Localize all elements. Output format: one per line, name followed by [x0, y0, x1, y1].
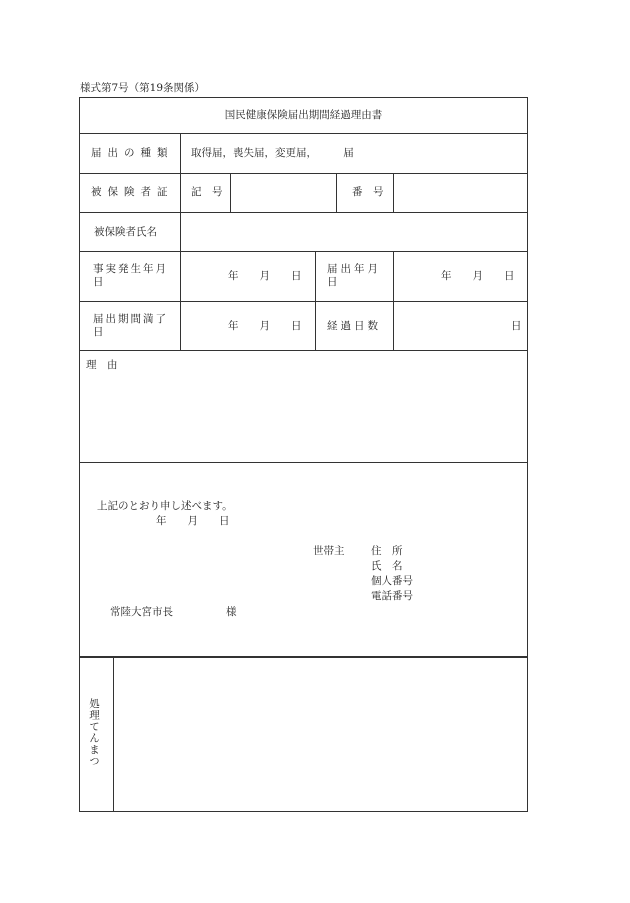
- reason-label: 理 由: [86, 359, 118, 371]
- insured-name-field[interactable]: [181, 213, 527, 251]
- processing-label: 処理てんまつ: [88, 698, 100, 767]
- reason-field[interactable]: [80, 374, 527, 462]
- honorific: 様: [226, 606, 237, 618]
- event-date-label: 事実発生年月日: [93, 263, 168, 288]
- notice-date-value: 年 月 日: [441, 270, 515, 282]
- declaration-date: 年 月 日: [156, 515, 230, 527]
- symbol-label: 記 号: [191, 186, 223, 198]
- symbol-field[interactable]: [231, 174, 336, 212]
- form-number: 様式第7号（第19条関係）: [80, 82, 206, 94]
- personal-number-label: 個人番号: [371, 575, 413, 587]
- deadline-value: 年 月 日: [228, 320, 302, 332]
- notice-type-options: 取得届，喪失届，変更届， 届: [191, 147, 354, 159]
- householder-label: 世帯主: [313, 545, 345, 557]
- number-label: 番 号: [352, 186, 384, 198]
- deadline-label: 届出期間満了日: [93, 313, 168, 338]
- addressee: 常陸大宮市長: [110, 606, 173, 618]
- insured-name-label: 被保険者氏名: [94, 226, 157, 238]
- number-field[interactable]: [394, 174, 527, 212]
- elapsed-days-unit: 日: [511, 320, 522, 332]
- declaration-statement: 上記のとおり申し述べます。: [97, 500, 233, 512]
- insurance-card-label: 被保険者証: [91, 186, 174, 198]
- address-label: 住 所: [371, 545, 403, 557]
- processing-field[interactable]: [114, 658, 527, 811]
- notice-type-label: 届出の種類: [91, 147, 174, 159]
- elapsed-days-label: 経過日数: [327, 320, 381, 332]
- notice-date-label: 届出年月日: [327, 263, 381, 288]
- event-date-value: 年 月 日: [228, 270, 302, 282]
- form-title: 国民健康保険届出期間経過理由書: [224, 109, 383, 121]
- phone-label: 電話番号: [371, 590, 413, 602]
- name-label: 氏 名: [371, 560, 403, 572]
